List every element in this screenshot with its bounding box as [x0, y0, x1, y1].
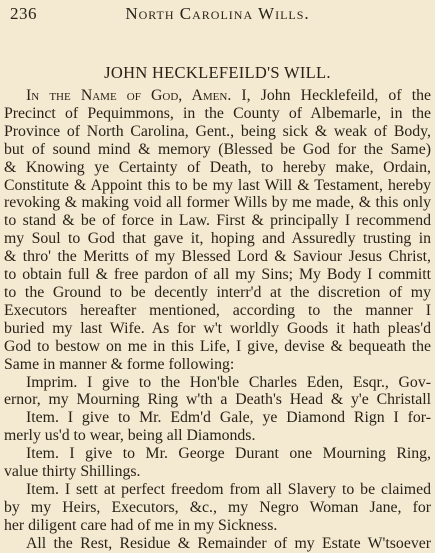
text-line: Constitute & Appoint this to be my last Will & Testament, hereby	[4, 176, 431, 194]
text-line: Item. I sett at perfect freedom from all Slavery to be claimed	[26, 480, 431, 498]
text-line: Same in manner & forme following:	[4, 355, 235, 373]
text-line: ernor, my Mourning Ring w'th a Death's Head & y'e Christall	[4, 391, 431, 409]
text-line: value thirty Shillings.	[4, 463, 141, 481]
running-header	[10, 4, 425, 24]
text-line: her diligent care had of me in my Sickness.	[4, 516, 278, 534]
text-line: Item. I give to Mr. Edm'd Gale, ye Diamond Rign I for-	[26, 409, 431, 427]
text-line: but of sound mind & memory (Blessed be God for the Same)	[4, 140, 431, 158]
text-line	[4, 87, 431, 105]
opening-small-caps: In the Name of God, Amen.	[26, 87, 232, 104]
page-number: 236	[10, 4, 37, 23]
text-line: All the Rest, Residue & Remainder of my Estate W'tsoever	[26, 534, 431, 552]
will-body	[4, 87, 431, 553]
text-line: to stand & be of force in Law. First & principally I recommend	[4, 212, 431, 230]
text-line: by my Heirs, Executors, &c., my Negro Woman Jane, for	[4, 498, 431, 516]
text-line: Item. I give to Mr. George Durant one Mourning Ring,	[26, 445, 431, 463]
text-line: Province of North Carolina, Gent., being sick & weak of Body,	[4, 122, 431, 140]
text-line: to obtain full & free pardon of all my Sins; My Body I committ	[4, 266, 431, 284]
text-line-content: I, John Hecklefeild, of the	[231, 87, 431, 104]
text-line: buried my last Wife. As for w't worldly Goods it hath pleas'd	[4, 319, 431, 337]
running-title: North Carolina Wills.	[125, 4, 310, 23]
text-line: & Knowing ye Certainty of Death, to hereby make, Ordain,	[4, 158, 431, 176]
will-title: JOHN HECKLEFEILD'S WILL.	[104, 63, 331, 82]
text-line: & thro' the Meritts of my Blessed Lord & Saviour Jesus Christ,	[4, 248, 431, 266]
text-line: Precinct of Pequimmons, in the County of Albemarle, in the	[4, 104, 431, 122]
text-line: revoking & making void all former Wills by me made, & this only	[4, 194, 431, 212]
text-line: Executors hereafter mentioned, according to the manner I	[4, 301, 431, 319]
text-line: merly us'd to wear, being all Diamonds.	[4, 427, 256, 445]
text-line: to the Ground to be decently interr'd at the discretion of my	[4, 283, 431, 301]
text-line: God to bestow on me in this Life, I give, devise & bequeath the	[4, 337, 431, 355]
text-line: my Soul to God that gave it, hoping and Assuredly trusting in	[4, 230, 431, 248]
text-line: Imprim. I give to the Hon'ble Charles Eden, Esqr., Gov-	[26, 373, 431, 391]
